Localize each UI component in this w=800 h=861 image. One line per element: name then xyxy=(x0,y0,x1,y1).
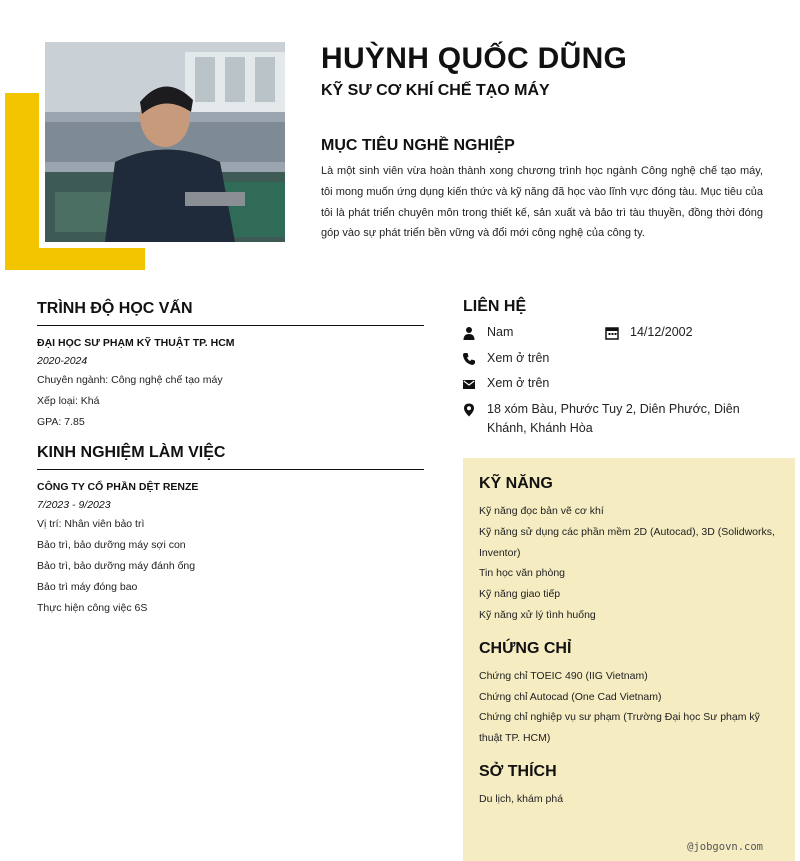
watermark: @jobgovn.com xyxy=(687,841,763,853)
education-period: 2020-2024 xyxy=(37,355,88,367)
objective-text: Là một sinh viên vừa hoàn thành xong chương trình học ngành Công nghệ chế tạo máy, tôi mong muốn ứng dụng kiến thức và kỹ năng đã học vào lĩnh vực đóng tàu. Mục tiêu của tôi là phát triển chuyên môn trong thiết kế, sản xuất và bảo trì tàu thuyền, đồng thời đóng góp vào sự phát triển bền vững và đổi mới công nghệ của công ty. xyxy=(321,165,763,240)
location-pin-icon xyxy=(462,403,476,417)
certificates-heading: CHỨNG CHỈ xyxy=(479,639,572,657)
skill-item: Tin học văn phòng xyxy=(479,567,566,580)
left-column xyxy=(37,300,424,616)
contact-phone: Xem ở trên xyxy=(487,351,550,365)
hobbies-heading: SỞ THÍCH xyxy=(479,762,557,780)
phone-icon xyxy=(462,352,476,366)
skills-heading: KỸ NĂNG xyxy=(479,475,553,492)
candidate-name: HUỲNH QUỐC DŨNG xyxy=(321,42,628,75)
skill-item: Kỹ năng xử lý tình huống xyxy=(479,608,596,621)
contact-email: Xem ở trên xyxy=(487,376,550,390)
education-line: Chuyên ngành: Công nghệ chế tạo máy xyxy=(37,374,223,386)
person-icon xyxy=(462,326,476,340)
education-line: Xếp loại: Khá xyxy=(37,395,100,407)
calendar-icon xyxy=(605,326,619,340)
education-heading: TRÌNH ĐỘ HỌC VẤN xyxy=(37,300,424,326)
skill-item: Kỹ năng sử dụng các phần mềm 2D (Autocad), 3D (Solidworks, Inventor) xyxy=(479,525,775,559)
experience-line: Bảo trì, bảo dưỡng máy đánh ống xyxy=(37,560,196,572)
experience-line: Thực hiện công việc 6S xyxy=(37,602,148,614)
skills-panel xyxy=(463,458,795,861)
certificate-item: Chứng chỉ TOEIC 490 (IIG Vietnam) xyxy=(479,669,648,682)
contact-heading: LIÊN HỆ xyxy=(463,298,527,315)
certificate-item: Chứng chỉ nghiệp vụ sư phạm (Trường Đại học Sư phạm kỹ thuật TP. HCM) xyxy=(479,711,760,745)
contact-address: 18 xóm Bàu, Phước Tuy 2, Diên Phước, Diên Khánh, Khánh Hòa xyxy=(487,402,740,435)
certificate-item: Chứng chỉ Autocad (One Cad Vietnam) xyxy=(479,690,662,703)
experience-period: 7/2023 - 9/2023 xyxy=(37,499,111,511)
experience-line: Vị trí: Nhân viên bảo trì xyxy=(37,518,145,530)
skill-item: Kỹ năng đọc bản vẽ cơ khí xyxy=(479,505,604,517)
experience-heading: KINH NGHIỆM LÀM VIỆC xyxy=(37,444,424,470)
profile-photo xyxy=(45,42,285,242)
profile-photo-illustration xyxy=(45,42,285,242)
education-line: GPA: 7.85 xyxy=(37,416,85,428)
experience-company: CÔNG TY CỔ PHẦN DỆT RENZE xyxy=(37,481,199,493)
experience-line: Bảo trì, bảo dưỡng máy sợi con xyxy=(37,539,186,551)
experience-line: Bảo trì máy đóng bao xyxy=(37,581,138,593)
hobby-item: Du lịch, khám phá xyxy=(479,792,564,805)
mail-icon xyxy=(462,377,476,391)
skill-item: Kỹ năng giao tiếp xyxy=(479,588,561,601)
job-title: KỸ SƯ CƠ KHÍ CHẾ TẠO MÁY xyxy=(321,82,550,99)
objective-heading: MỤC TIÊU NGHỀ NGHIỆP xyxy=(321,137,515,154)
education-school: ĐẠI HỌC SƯ PHẠM KỸ THUẬT TP. HCM xyxy=(37,337,235,349)
contact-gender: Nam xyxy=(487,325,514,339)
contact-birthday: 14/12/2002 xyxy=(630,325,693,339)
